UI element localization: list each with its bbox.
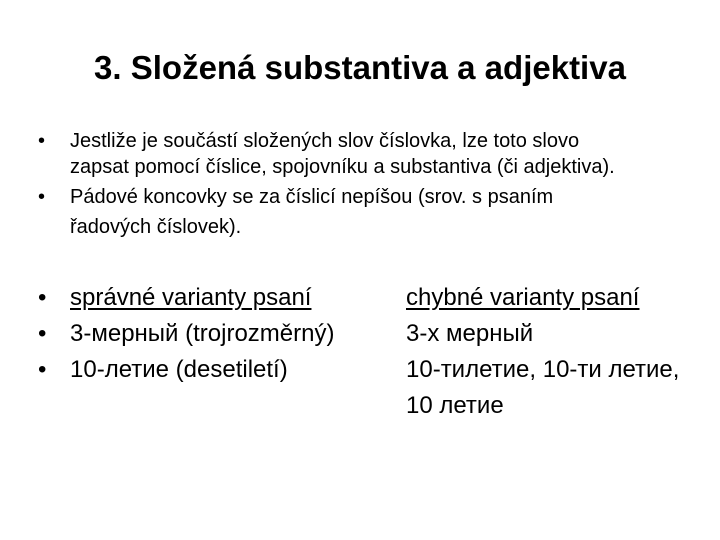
comparison-row	[34, 352, 704, 424]
wrong-variants-header: chybné varianty psaní	[406, 284, 640, 311]
bullet-list	[34, 128, 674, 242]
wrong-variant: 3-х мерный	[406, 320, 534, 347]
wrong-variant: 10-тилетие, 10-ти летие, 10 летие	[406, 356, 680, 419]
correct-variant: 3-мерный (trojrozměrný)	[70, 320, 335, 347]
bullet-dot-icon: •	[38, 186, 46, 208]
bullet-item	[34, 182, 630, 242]
bullet-dot-icon: •	[38, 284, 47, 311]
slide-title: 3. Složená substantiva a adjektiva	[94, 49, 626, 86]
correct-variants-header: správné varianty psaní	[70, 284, 312, 311]
bullet-dot-icon: •	[38, 356, 47, 383]
bullet-dot-icon: •	[38, 320, 47, 347]
bullet-dot-icon: •	[38, 130, 46, 152]
bullet-text: Pádové koncovky se za číslicí nepíšou (srov. s psaním řadových číslovek).	[70, 186, 554, 238]
comparison-header-row	[34, 280, 704, 316]
comparison-list	[34, 280, 704, 424]
bullet-item	[34, 128, 630, 180]
correct-variant: 10-летие (desetiletí)	[70, 356, 288, 383]
comparison-row	[34, 316, 704, 352]
bullet-text: Jestliže je součástí složených slov číslovka, lze toto slovo zapsat pomocí číslice, spojovníku a substantiva (či adjektiva).	[70, 130, 615, 178]
